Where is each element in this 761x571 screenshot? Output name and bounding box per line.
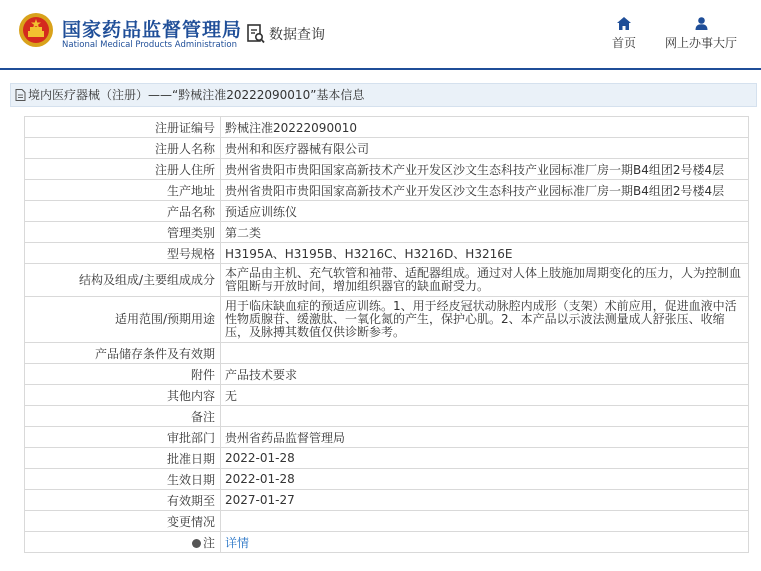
field-value bbox=[221, 406, 749, 427]
field-value: 预适应训练仪 bbox=[221, 201, 749, 222]
note-icon bbox=[192, 539, 201, 548]
field-value: 第二类 bbox=[221, 222, 749, 243]
national-emblem-icon bbox=[18, 12, 54, 48]
field-value: 2022-01-28 bbox=[221, 469, 749, 490]
table-row bbox=[25, 448, 749, 469]
site-title[interactable]: 国家药品监督管理局 bbox=[62, 19, 243, 41]
field-value: 产品技术要求 bbox=[221, 364, 749, 385]
field-value: H3195A、H3195B、H3216C、H3216D、H3216E bbox=[221, 243, 749, 264]
field-label: 注册证编号 bbox=[25, 117, 221, 138]
nav-home[interactable] bbox=[606, 17, 642, 51]
field-value bbox=[221, 343, 749, 364]
document-icon bbox=[15, 89, 26, 101]
table-row bbox=[25, 364, 749, 385]
table-row bbox=[25, 469, 749, 490]
field-value: 无 bbox=[221, 385, 749, 406]
user-icon bbox=[695, 17, 708, 30]
header-divider bbox=[0, 68, 761, 70]
field-value: 贵州省贵阳市贵阳国家高新技术产业开发区沙文生态科技产业园标准厂房一期B4组团2号楼4层 bbox=[221, 159, 749, 180]
table-row bbox=[25, 180, 749, 201]
field-value: 本产品由主机、充气软管和袖带、适配器组成。通过对人体上肢施加周期变化的压力，人为控制血管阻断与开放时间，增加组织器官的缺血耐受力。 bbox=[221, 264, 749, 297]
field-label: 生产地址 bbox=[25, 180, 221, 201]
field-label: 附件 bbox=[25, 364, 221, 385]
field-label: 管理类别 bbox=[25, 222, 221, 243]
field-label: 适用范围/预期用途 bbox=[25, 297, 221, 343]
field-label: 其他内容 bbox=[25, 385, 221, 406]
table-row bbox=[25, 297, 749, 343]
nav-online-office-label: 网上办事大厅 bbox=[664, 36, 737, 50]
field-label: 注册人住所 bbox=[25, 159, 221, 180]
table-row-note bbox=[25, 532, 749, 553]
field-value: 贵州和和医疗器械有限公司 bbox=[221, 138, 749, 159]
table-row bbox=[25, 222, 749, 243]
table-row bbox=[25, 490, 749, 511]
search-document-icon bbox=[247, 24, 265, 44]
table-row bbox=[25, 201, 749, 222]
nav-home-label: 首页 bbox=[611, 36, 636, 50]
field-value: 2022-01-28 bbox=[221, 448, 749, 469]
field-value: 2027-01-27 bbox=[221, 490, 749, 511]
note-label: 注 bbox=[202, 535, 215, 550]
nav-online-office[interactable] bbox=[662, 17, 740, 51]
table-row bbox=[25, 159, 749, 180]
details-link[interactable]: 详情 bbox=[225, 535, 250, 550]
field-label: 有效期至 bbox=[25, 490, 221, 511]
record-title: 境内医疗器械（注册）——“黔械注准20222090010”基本信息 bbox=[28, 88, 365, 102]
table-row bbox=[25, 264, 749, 297]
table-row bbox=[25, 243, 749, 264]
field-label: 生效日期 bbox=[25, 469, 221, 490]
field-value bbox=[221, 511, 749, 532]
field-label: 审批部门 bbox=[25, 427, 221, 448]
field-label: 结构及组成/主要组成成分 bbox=[25, 264, 221, 297]
field-label: 注册人名称 bbox=[25, 138, 221, 159]
note-label-cell bbox=[25, 532, 221, 553]
table-row bbox=[25, 117, 749, 138]
data-query-text: 数据查询 bbox=[269, 27, 325, 43]
field-value: 贵州省贵阳市贵阳国家高新技术产业开发区沙文生态科技产业园标准厂房一期B4组团2号楼4层 bbox=[221, 180, 749, 201]
table-row bbox=[25, 511, 749, 532]
home-icon bbox=[617, 17, 631, 30]
table-row bbox=[25, 427, 749, 448]
field-value: 用于临床缺血症的预适应训练。1、用于经皮冠状动脉腔内成形（支架）术前应用，促进血液中活性物质腺苷、缓激肽、一氧化氮的产生，保护心肌。2、本产品以示波法测量成人舒张压、收缩压，及脉搏其数值仅供诊断参考。 bbox=[221, 297, 749, 343]
table-row bbox=[25, 406, 749, 427]
field-label: 型号规格 bbox=[25, 243, 221, 264]
field-label: 变更情况 bbox=[25, 511, 221, 532]
field-value: 黔械注准20222090010 bbox=[221, 117, 749, 138]
field-label: 产品名称 bbox=[25, 201, 221, 222]
field-value: 贵州省药品监督管理局 bbox=[221, 427, 749, 448]
table-row bbox=[25, 138, 749, 159]
field-label: 产品储存条件及有效期 bbox=[25, 343, 221, 364]
note-value-cell bbox=[221, 532, 749, 553]
data-query-label[interactable] bbox=[247, 23, 325, 45]
site-subtitle-en[interactable]: National Medical Products Administration bbox=[62, 40, 237, 50]
field-label: 备注 bbox=[25, 406, 221, 427]
site-header bbox=[0, 0, 761, 68]
table-row bbox=[25, 343, 749, 364]
table-row bbox=[25, 385, 749, 406]
device-info-table bbox=[24, 116, 749, 553]
record-title-bar bbox=[10, 83, 757, 107]
field-label: 批准日期 bbox=[25, 448, 221, 469]
